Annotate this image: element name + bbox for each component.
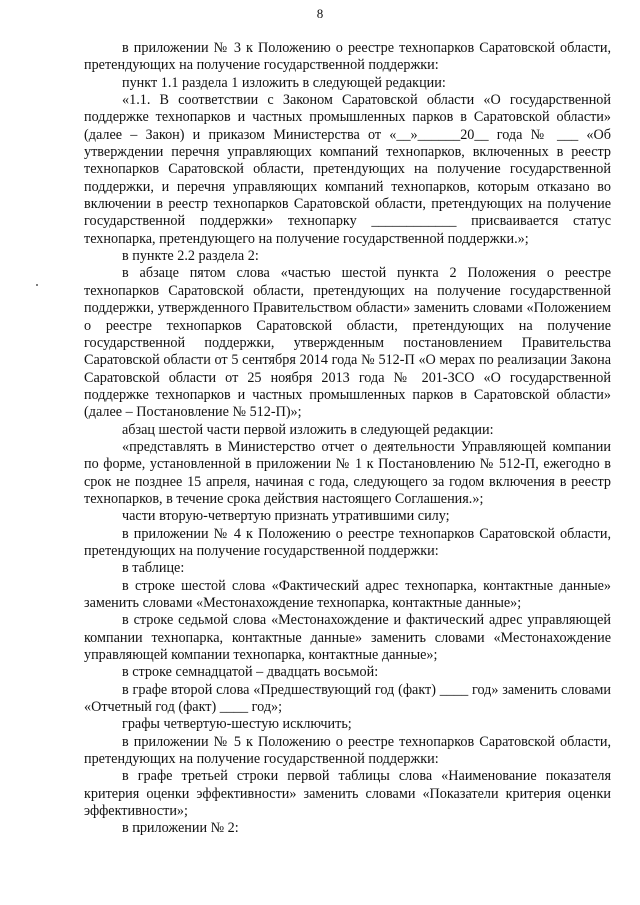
paragraph: «1.1. В соответствии с Законом Саратовской области «О государственной поддержке технопарков и частных промышленных парков в Саратовской области» (далее – Закон) и приказом Министерства от «__»______20__ года № ___ «Об утверждении перечня управляющих компаний технопарков, включенных в реестр технопарков Саратовской области, претендующих на получение государственной поддержки, и перечня управляющих компаний технопарков, которым отказано во включении в реестр технопарков Саратовской области, претендующих на получение государственной поддержки» технопарку ____________ присваивается статус технопарка, претендующего на получение государственной поддержки.»; [84,92,611,247]
paragraph: в пункте 2.2 раздела 2: [122,248,259,265]
paragraph: пункт 1.1 раздела 1 изложить в следующей редакции: [122,74,446,91]
paragraph: графы четвертую-шестую исключить; [122,716,352,733]
paragraph: в строке семнадцатой – двадцать восьмой: [122,664,379,681]
paragraph: в строке шестой слова «Фактический адрес технопарка, контактные данные» заменить словами «Местонахождение технопарка, контактные данные»; [84,577,611,611]
paragraph: в приложении № 5 к Положению о реестре технопарков Саратовской области, претендующих на получение государственной поддержки: [84,733,611,768]
paragraph: в графе третьей строки первой таблицы слова «Наименование показателя критерия оценки эффективности» заменить словами «Показатели критерия оценки эффективности»; [84,768,611,820]
paragraph: в абзаце пятом слова «частью шестой пункта 2 Положения о реестре технопарков Саратовской области, претендующих на получение государственной поддержки, утвержденного Правительством области» заменить словами «Положением о реестре технопарков Саратовской области, претендующих на получение государственной поддержки, утвержденным постановлением Правительства Саратовской области от 5 сентября 2014 года № 512-П «О мерах по реализации Закона Саратовской области от 25 ноября 2013 года № 201-ЗСО «О государственной поддержке технопарков и частных промышленных парков в Саратовской области» (далее – Постановление № 512-П)»; [84,265,611,421]
paragraph: в приложении № 3 к Положению о реестре технопарков Саратовской области, претендующих на получение государственной поддержки: [84,40,611,74]
paragraph: в строке седьмой слова «Местонахождение и фактический адрес управляющей компании технопарка, контактные данные» заменить словами «Местонахождение управляющей компании технопарка, контактные данные»; [84,612,611,664]
document-body [84,40,611,838]
page-number: 8 [316,6,324,21]
paragraph: части вторую-четвертую признать утратившими силу; [122,508,450,525]
paragraph: «представлять в Министерство отчет о деятельности Управляющей компании по форме, установленной в приложении № 1 к Постановлению № 512-П, ежегодно в срок не позднее 15 апреля, начиная с года, следующего за годом включения в реестр технопарков, в течение срока действия настоящего Соглашения.»; [84,438,611,507]
scan-speck [36,284,38,286]
paragraph: в приложении № 2: [122,820,239,837]
paragraph: в графе второй слова «Предшествующий год (факт) ____ год» заменить словами «Отчетный год (факт) ____ год»; [84,681,611,716]
paragraph: в таблице: [122,560,185,577]
paragraph: абзац шестой части первой изложить в следующей редакции: [122,421,494,438]
paragraph: в приложении № 4 к Положению о реестре технопарков Саратовской области, претендующих на получение государственной поддержки: [84,525,611,559]
